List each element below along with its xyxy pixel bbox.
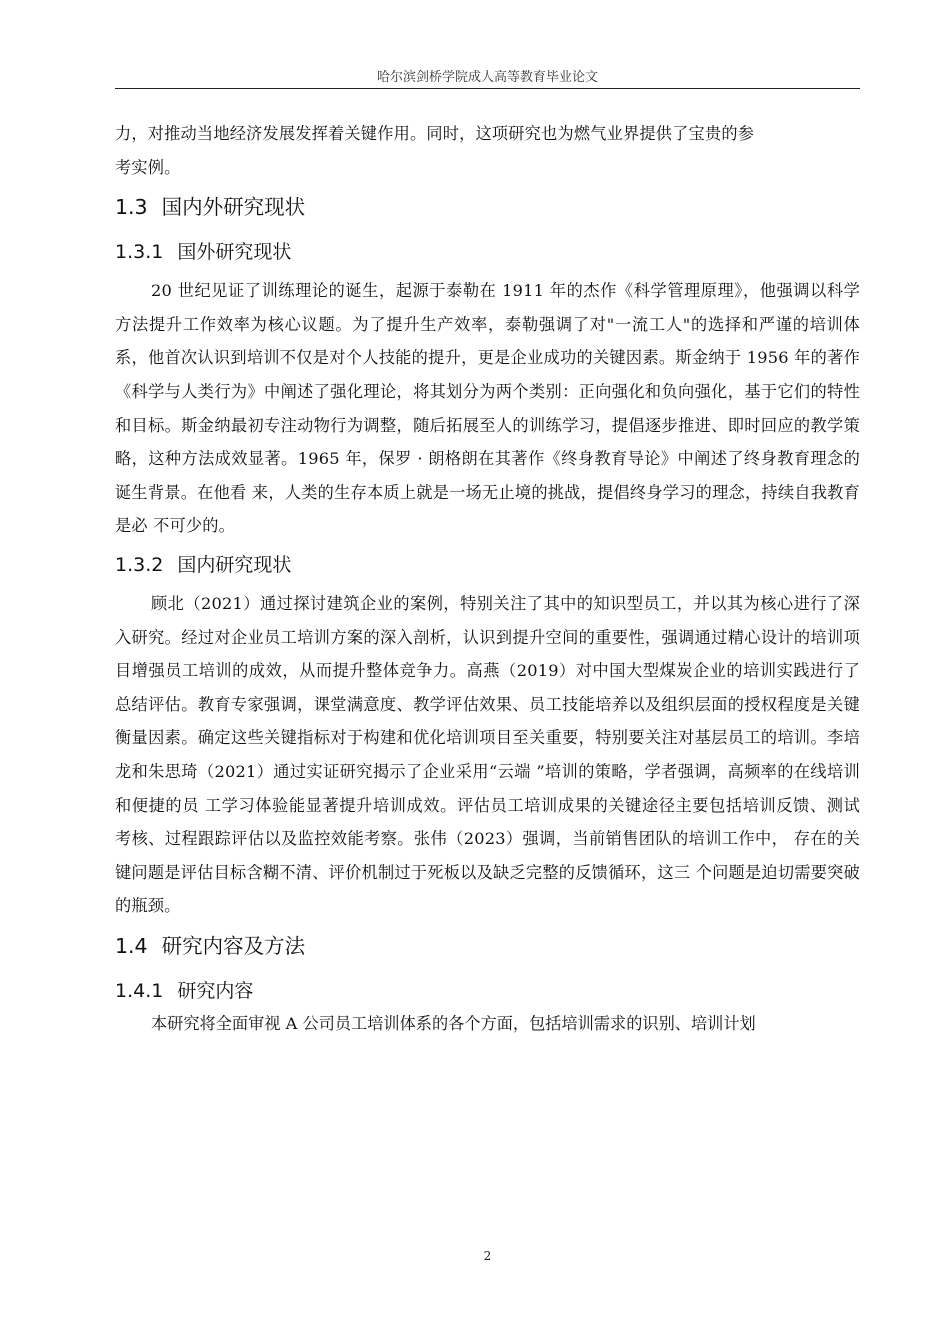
heading-title: 研究内容 — [177, 979, 254, 1002]
page-header: 哈尔滨剑桥学院成人高等教育毕业论文 — [376, 70, 598, 85]
document-body — [115, 117, 860, 1034]
heading-1-3-2 — [115, 543, 860, 587]
heading-number: 1.4 — [115, 933, 148, 958]
heading-number: 1.3.2 — [115, 553, 164, 576]
heading-number: 1.3 — [115, 195, 148, 220]
paragraph-research-content: 本研究将全面审视 A 公司员工培训体系的各个方面，包括培训需求的识别、培训计划 — [151, 1013, 756, 1033]
heading-number: 1.4.1 — [115, 979, 164, 1002]
heading-1-4-1 — [115, 969, 860, 1013]
heading-1-4 — [115, 923, 860, 969]
paragraph-domestic-research: 顾北（2021）通过探讨建筑企业的案例，特别关注了其中的知识型员工，并以其为核心进行了深入研究。经过对企业员工培训方案的深入剖析，认识到提升空间的重要性，强调通过精心设计的培训项目增强员工培训的成效，从而提升整体竞争力。高燕（2019）对中国大型煤炭企业的培训实践进行了总结评估。教育专家强调，课堂满意度、教学评估效果、员工技能培养以及组织层面的授权程度是关键衡量因素。确定这些关键指标对于构建和优化培训项目至关重要，特别要关注对基层员工的培训。李培龙和朱思琦（2021）通过实证研究揭示了企业采用“云端 ”培训的策略，学者强调，高频率的在线培训和便捷的员 工学习体验能显著提升培训成效。评估员工培训成果的关键途径主要包括培训反馈、测试 考核、过程跟踪评估以及监控效能考察。张伟（2023）强调，当前销售团队的培训工作中， 存在的关键问题是评估目标含糊不清、评价机制过于死板以及缺乏完整的反馈循环，这三 个问题是迫切需要突破的瓶颈。 — [115, 593, 860, 916]
paragraph-foreign-research: 20 世纪见证了训练理论的诞生，起源于泰勒在 1911 年的杰作《科学管理原理》，他强调以科学方法提升工作效率为核心议题。为了提升生产效率，泰勒强调了对"一流工人"的选择和严谨的培训体系，他首次认识到培训不仅是对个人技能的提升，更是企业成功的关键因素。斯金纳于 1956 年的著作《科学与人类行为》中阐述了强化理论，将其划分为两个类别：正向强化和负向强化，基于它们的特性和目标。斯金纳最初专注动物行为调整，随后拓展至人的训练学习，提倡逐步推进、即时回应的教学策略，这种方法成效显著。1965 年，保罗 · 朗格朗在其著作《终身教育导论》中阐述了终身教育理念的诞生背景。在他看 来，人类的生存本质上就是一场无止境的挑战，提倡终身学习的理念，持续自我教育是必 不可少的。 — [115, 281, 860, 536]
heading-title: 研究内容及方法 — [161, 933, 306, 958]
heading-title: 国内研究现状 — [177, 553, 292, 576]
header-divider — [115, 88, 860, 89]
heading-1-3 — [115, 184, 860, 230]
heading-1-3-1 — [115, 230, 860, 274]
page-number: 2 — [483, 1249, 492, 1263]
heading-title: 国外研究现状 — [177, 241, 292, 264]
heading-title: 国内外研究现状 — [161, 195, 306, 220]
intro-line-2: 考实例。 — [115, 157, 181, 177]
heading-number: 1.3.1 — [115, 241, 164, 264]
intro-line-1: 力，对推动当地经济发展发挥着关键作用。同时，这项研究也为燃气业界提供了宝贵的参 — [115, 124, 755, 143]
